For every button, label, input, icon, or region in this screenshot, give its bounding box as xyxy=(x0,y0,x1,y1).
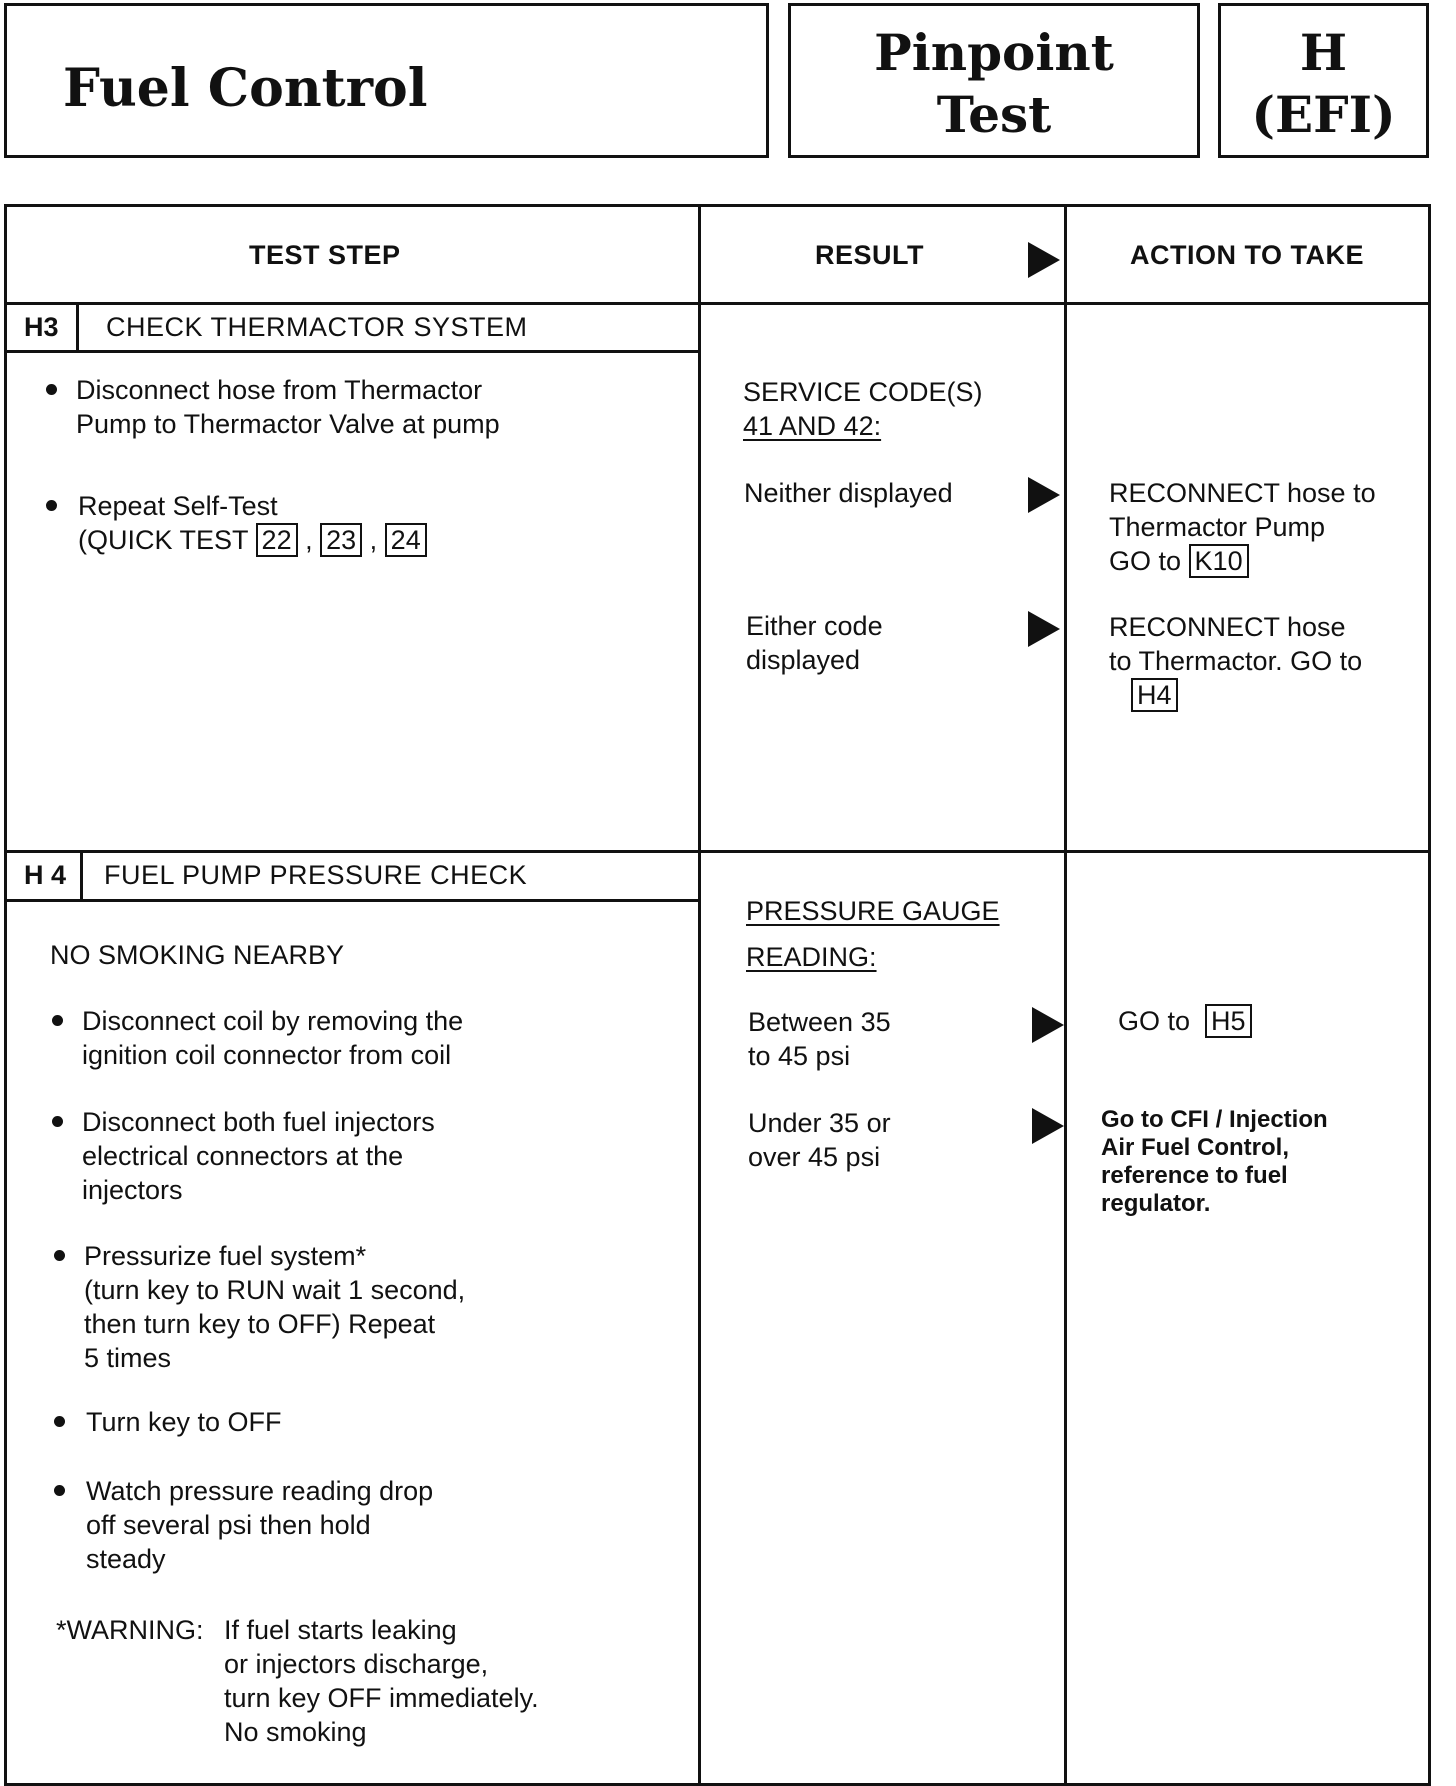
quick-test-ref-24: 24 xyxy=(385,523,427,557)
h4-result-heading xyxy=(746,888,1000,980)
result-arrow-icon xyxy=(1028,242,1060,278)
bullet-icon xyxy=(52,1116,63,1127)
h3-action-2-line1: RECONNECT hose xyxy=(1109,612,1346,642)
h4-step-3-line2: (turn key to RUN wait 1 second, xyxy=(84,1275,466,1305)
col-header-action: ACTION TO TAKE xyxy=(1130,240,1364,270)
warning-line3: turn key OFF immediately. xyxy=(224,1683,539,1713)
no-smoking-note: NO SMOKING NEARBY xyxy=(50,940,345,970)
h4-action-2 xyxy=(1101,1106,1328,1218)
h3-step-1 xyxy=(76,373,500,441)
goto-ref-k10: K10 xyxy=(1189,544,1249,578)
h4-step-3 xyxy=(84,1239,465,1375)
bullet-icon xyxy=(46,500,57,511)
col-header-result: RESULT xyxy=(815,240,924,270)
h3-result-heading-line2: 41 AND 42: xyxy=(743,411,882,441)
pinpoint-test-box xyxy=(788,3,1200,158)
section-code-box xyxy=(1218,3,1429,158)
h4-result-heading-line2: READING: xyxy=(746,942,877,972)
h3-step-2: Repeat Self-Test (QUICK TEST 22 , 23 , 24 xyxy=(78,489,427,557)
h3-result-2 xyxy=(746,609,883,677)
h4-step-2-line3: injectors xyxy=(82,1175,183,1205)
h4-step-5-line1: Watch pressure reading drop xyxy=(86,1476,434,1506)
goto-ref-h5: H5 xyxy=(1205,1004,1252,1038)
page-title: Fuel Control xyxy=(63,58,428,119)
h3-action-1 xyxy=(1109,476,1376,578)
section-code-line1: H xyxy=(1299,23,1348,82)
goto-ref-h4: H4 xyxy=(1131,678,1178,712)
h3-result-heading xyxy=(743,375,983,443)
h3-id-divider xyxy=(76,302,79,352)
h4-step-2-line2: electrical connectors at the xyxy=(82,1141,404,1171)
h3-action-1-goto: GO to xyxy=(1109,546,1182,576)
bullet-icon xyxy=(52,1015,63,1026)
h3-action-1-line1: RECONNECT hose to xyxy=(1109,478,1376,508)
h4-step-title: FUEL PUMP PRESSURE CHECK xyxy=(104,860,528,890)
h4-result-1-line2: to 45 psi xyxy=(748,1041,851,1071)
h4-id-divider xyxy=(80,850,83,901)
section-code xyxy=(1221,22,1426,146)
col-header-test-step: TEST STEP xyxy=(249,240,401,270)
h3-action-2-line2: to Thermactor. GO to xyxy=(1109,646,1363,676)
h4-result-1-line1: Between 35 xyxy=(748,1007,891,1037)
h3-step-2-quick-test: (QUICK TEST xyxy=(78,525,249,555)
column-divider-result xyxy=(698,204,701,1786)
h3-result-heading-line1: SERVICE CODE(S) xyxy=(743,377,983,407)
warning-label: *WARNING: xyxy=(56,1615,204,1645)
h4-step-5 xyxy=(86,1474,433,1576)
bullet-icon xyxy=(54,1485,65,1496)
pinpoint-test-label xyxy=(791,22,1197,146)
h4-step-1-line1: Disconnect coil by removing the xyxy=(82,1006,464,1036)
h4-result-2-line2: over 45 psi xyxy=(748,1142,881,1172)
warning-line4: No smoking xyxy=(224,1717,367,1747)
h4-step-2-line1: Disconnect both fuel injectors xyxy=(82,1107,435,1137)
pinpoint-label-line2: Test xyxy=(936,85,1052,144)
pinpoint-label-line1: Pinpoint xyxy=(874,23,1114,82)
h4-result-1 xyxy=(748,1005,891,1073)
h3-step-title: CHECK THERMACTOR SYSTEM xyxy=(106,312,528,342)
h4-action-2-line4: regulator. xyxy=(1101,1190,1211,1217)
column-divider-action xyxy=(1064,204,1067,1786)
h3-action-2 xyxy=(1109,610,1362,712)
warning-line2: or injectors discharge, xyxy=(224,1649,489,1679)
h4-step-id: H 4 xyxy=(24,860,67,890)
h4-title-divider xyxy=(4,899,701,902)
result-arrow-icon xyxy=(1032,1007,1064,1043)
h4-step-3-line4: 5 times xyxy=(84,1343,172,1373)
h3-step-2-line1: Repeat Self-Test xyxy=(78,491,278,521)
h4-action-1 xyxy=(1118,1004,1252,1038)
h4-step-3-line1: Pressurize fuel system* xyxy=(84,1241,367,1271)
h3-result-1: Neither displayed xyxy=(744,478,953,508)
warning-text xyxy=(224,1613,539,1749)
h4-step-4: Turn key to OFF xyxy=(86,1407,282,1437)
h3-step-1-line2: Pump to Thermactor Valve at pump xyxy=(76,409,500,439)
section-divider-h4 xyxy=(4,850,1431,853)
section-code-line2: (EFI) xyxy=(1251,85,1396,144)
title-box xyxy=(4,3,769,158)
h4-action-2-line3: reference to fuel xyxy=(1101,1162,1288,1189)
h4-result-heading-line1: PRESSURE GAUGE xyxy=(746,896,1000,926)
h3-title-divider xyxy=(4,350,701,353)
h3-result-2-line1: Either code xyxy=(746,611,883,641)
h4-action-1-goto: GO to xyxy=(1118,1006,1191,1036)
h3-step-1-line1: Disconnect hose from Thermactor xyxy=(76,375,483,405)
h3-step-id: H3 xyxy=(24,312,59,342)
warning-line1: If fuel starts leaking xyxy=(224,1615,457,1645)
h4-result-2-line1: Under 35 or xyxy=(748,1108,891,1138)
h4-step-5-line3: steady xyxy=(86,1544,166,1574)
h4-action-2-line1: Go to CFI / Injection xyxy=(1101,1106,1328,1133)
header-row-divider xyxy=(4,302,1431,305)
h4-step-3-line3: then turn key to OFF) Repeat xyxy=(84,1309,436,1339)
result-arrow-icon xyxy=(1028,477,1060,513)
result-arrow-icon xyxy=(1032,1108,1064,1144)
h4-result-2 xyxy=(748,1106,891,1174)
quick-test-ref-23: 23 xyxy=(320,523,362,557)
bullet-icon xyxy=(54,1250,65,1261)
h3-action-1-line2: Thermactor Pump xyxy=(1109,512,1326,542)
h4-step-1 xyxy=(82,1004,463,1072)
h4-action-2-line2: Air Fuel Control, xyxy=(1101,1134,1289,1161)
h4-step-1-line2: ignition coil connector from coil xyxy=(82,1040,452,1070)
bullet-icon xyxy=(46,384,57,395)
h3-result-2-line2: displayed xyxy=(746,645,861,675)
result-arrow-icon xyxy=(1028,611,1060,647)
h4-step-2 xyxy=(82,1105,435,1207)
bullet-icon xyxy=(54,1416,65,1427)
quick-test-ref-22: 22 xyxy=(256,523,298,557)
h4-step-5-line2: off several psi then hold xyxy=(86,1510,371,1540)
